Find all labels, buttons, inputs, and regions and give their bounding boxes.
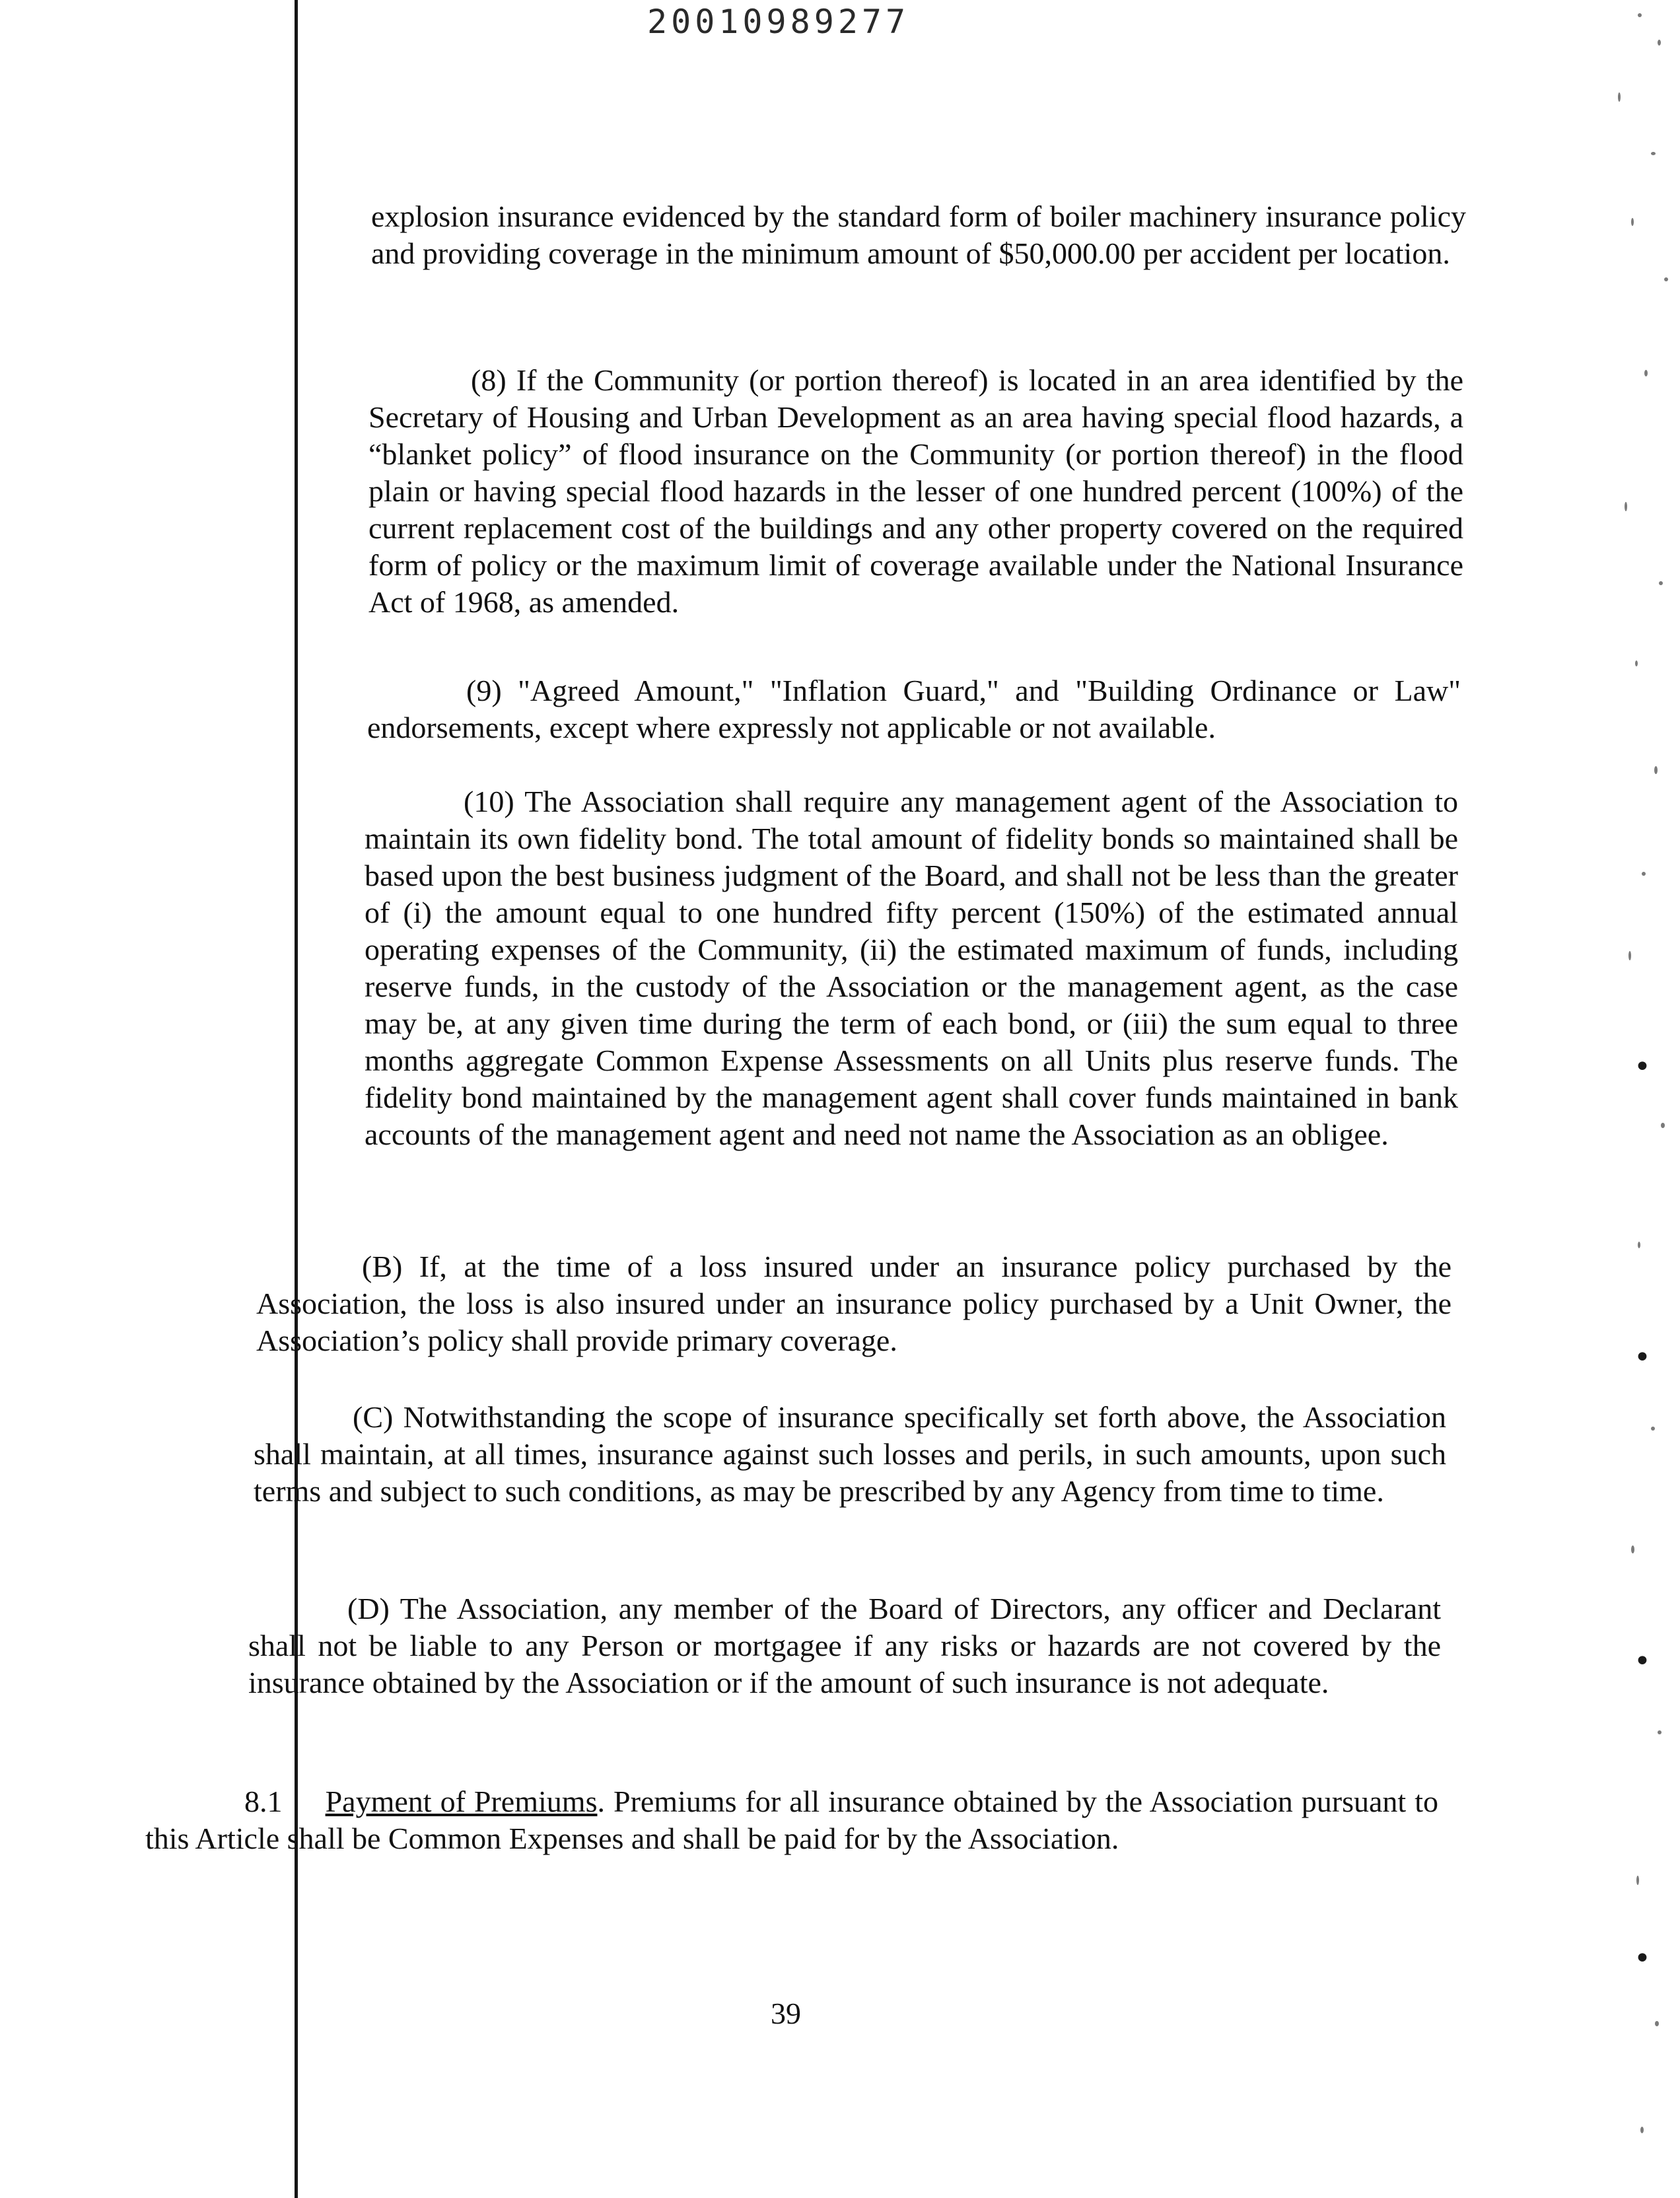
document-number: 20010989277 — [647, 3, 910, 41]
paragraph-item-8: (8) If the Community (or portion thereof) is located in an area identified by the Secretary of Housing and Urban Development as an area having special flood hazards, a “blanket policy” of flood insurance on the Community (or portion thereof) in the flood plain or having special flood hazards in the lesser of one hundred percent (100%) of the current replacement cost of the buildings and any other property covered on the required form of policy or the maximum limit of coverage available under the National Insurance Act of 1968, as amended. — [368, 363, 1463, 619]
paragraph-item-10: (10) The Association shall require any management agent of the Association to maintain its own fidelity bond. The total amount of fidelity bonds so maintained shall be based upon the best business judgment of the Board, and shall not be less than the greater of (i) the amount equal to one hundred fifty percent (150%) of the estimated annual operating expenses of the Community, (ii) the estimated maximum of funds, including reserve funds, in the custody of the Association or the management agent, as the case may be, at any given time during the term of each bond, or (iii) the sum equal to three months aggregate Common Expense Assessments on all Units plus reserve funds. The fidelity bond maintained by the management agent shall cover funds maintained in bank accounts of the management agent and need not name the Association as an obligee. — [365, 785, 1458, 1151]
section-number: 8.1 — [244, 1785, 283, 1818]
paragraph-d: (D) The Association, any member of the Board of Directors, any officer and Declarant shall not be liable to any Person or mortgagee if any risks or hazards are not covered by the insurance obtained by the Association or if the amount of such insurance is not adequate. — [248, 1592, 1441, 1699]
section-8-1 — [145, 1783, 1438, 1857]
binding-line — [295, 0, 298, 2198]
paragraph-item-9: (9) "Agreed Amount," "Inflation Guard," and "Building Ordinance or Law" endorsements, except where expressly not applicable or not available. — [367, 674, 1461, 744]
paragraph-c: (C) Notwithstanding the scope of insurance specifically set forth above, the Association shall maintain, at all times, insurance against such losses and perils, in such amounts, upon such terms and subject to such conditions, as may be prescribed by any Agency from time to time. — [254, 1400, 1446, 1508]
section-heading: Payment of Premiums — [325, 1785, 598, 1818]
page-number: 39 — [771, 1997, 801, 2030]
paragraph-b: (B) If, at the time of a loss insured under an insurance policy purchased by the Association, the loss is also insured under an insurance policy purchased by a Unit Owner, the Association’s policy shall provide primary coverage. — [256, 1250, 1452, 1357]
document-page: 20010989277 explosion insurance evidenced by the standard form of boiler machinery insurance policy and providing coverage in the minimum amount of $50,000.00 per accident per location. (8) If the Community (or portion thereof) is located in an area identified by the Secretary of Housing and Urban Development as an area having special flood hazards, a “blanket policy” of flood insurance on the Community (or portion thereof) in the flood plain or having special flood hazards in the lesser of one hundred percent (100%) of the current replacement cost of the buildings and any other property covered on the required form of policy or the maximum limit of coverage available under the National Insurance Act of 1968, as amended. (9) "Agreed Amount," "Inflation Guard," and "Building Ordinance or Law" endorsements, except where expressly not applicable or not available. (10) The Association shall require any management agent of the Association to maintain its own fidelity bond. The total amount of fidelity bonds so maintained shall be based upon the best business judgment of the Board, and shall not be less than the greater of (i) the amount equal to one hundred fifty percent (150%) of the estimated annual operating expenses of the Community, (ii) the estimated maximum of funds, including reserve funds, in the custody of the Association or the management agent, as the case may be, at any given time during the term of each bond, or (iii) the sum equal to three months aggregate Common Expense Assessments on all Units plus reserve funds. The fidelity bond maintained by the management agent shall cover funds maintained in bank accounts of the management agent and need not name the Association as an obligee. (B) If, at the time of a loss insured under an insurance policy purchased by the Association, the loss is also insured under an insurance policy purchased by a Unit Owner, the Association’s policy shall provide primary coverage. (C) Notwithstanding the scope of insurance specifically set forth above, the Association shall maintain, at all times, insurance against such losses and perils, in such amounts, upon such terms and subject to such conditions, as may be prescribed by any Agency from time to time. (D) The Association, any member of the Board of Directors, any officer and Declarant shall not be liable to any Person or mortgagee if any risks or hazards are not covered by the insurance obtained by the Association or if the amount of such insurance is not adequate. 8.1 Payment of Premiums. Premiums for all insurance obtained by the Association pursuant to this Article shall be Common Expenses and shall be paid for by the Association. 39 • • • • — [0, 0, 1680, 2198]
paragraph-explosion-insurance: explosion insurance evidenced by the standard form of boiler machinery insurance policy and providing coverage in the minimum amount of $50,000.00 per accident per location. — [371, 199, 1466, 270]
section-body: . Premiums for all insurance obtained by the Association pursuant to this Article shall be Common Expenses and shall be paid for by the Association. — [145, 1785, 1438, 1855]
